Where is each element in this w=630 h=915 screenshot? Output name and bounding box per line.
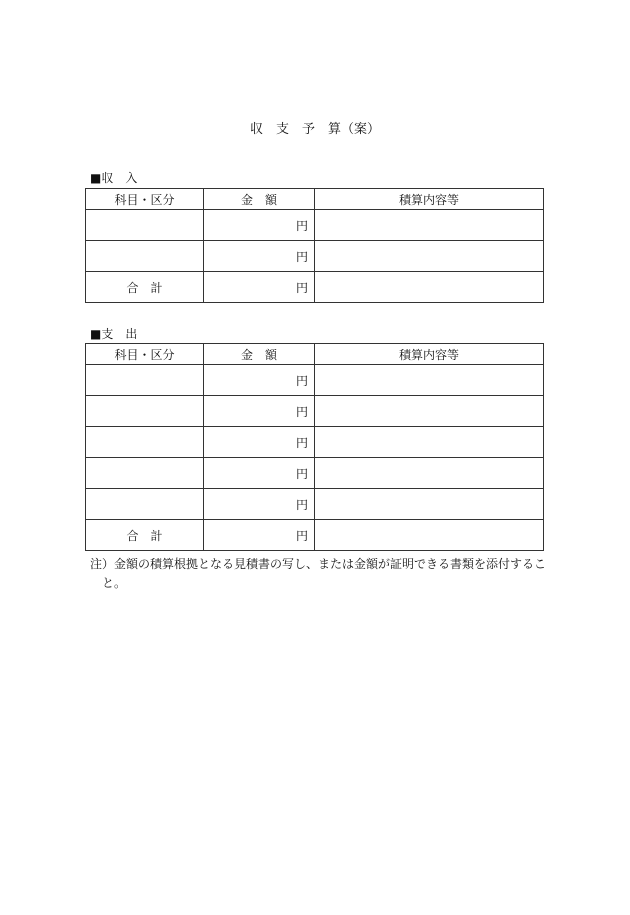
table-row <box>86 489 544 520</box>
income-section-label: ■収 入 <box>90 171 138 185</box>
amount-cell[interactable]: 円 <box>204 365 315 396</box>
amount-cell[interactable]: 円 <box>204 458 315 489</box>
category-cell[interactable] <box>86 396 204 427</box>
details-cell[interactable] <box>315 489 544 520</box>
total-label: 合 計 <box>86 520 204 551</box>
amount-column-header: 金 額 <box>204 344 315 365</box>
total-details-cell[interactable] <box>315 272 544 303</box>
total-details-cell[interactable] <box>315 520 544 551</box>
expense-section-label: ■支 出 <box>90 327 138 341</box>
amount-cell[interactable]: 円 <box>204 427 315 458</box>
table-row <box>86 396 544 427</box>
category-cell[interactable] <box>86 241 204 272</box>
details-column-header: 積算内容等 <box>315 344 544 365</box>
table-row <box>86 365 544 396</box>
total-label: 合 計 <box>86 272 204 303</box>
details-cell[interactable] <box>315 427 544 458</box>
category-cell[interactable] <box>86 365 204 396</box>
table-row <box>86 427 544 458</box>
category-cell[interactable] <box>86 210 204 241</box>
total-amount-cell[interactable]: 円 <box>204 272 315 303</box>
total-row <box>86 272 544 303</box>
total-row <box>86 520 544 551</box>
amount-cell[interactable]: 円 <box>204 489 315 520</box>
total-amount-cell[interactable]: 円 <box>204 520 315 551</box>
amount-cell[interactable]: 円 <box>204 210 315 241</box>
category-column-header: 科目・区分 <box>86 189 204 210</box>
amount-cell[interactable]: 円 <box>204 396 315 427</box>
income-header-row <box>86 189 544 210</box>
category-column-header: 科目・区分 <box>86 344 204 365</box>
details-cell[interactable] <box>315 396 544 427</box>
amount-column-header: 金 額 <box>204 189 315 210</box>
income-table <box>85 188 544 303</box>
category-cell[interactable] <box>86 427 204 458</box>
attachment-note: 注）金額の積算根拠となる見積書の写し、または金額が証明できる書類を添付すること。 <box>90 557 547 590</box>
page-title: 収 支 予 算（案） <box>249 122 380 137</box>
details-column-header: 積算内容等 <box>315 189 544 210</box>
table-row <box>86 241 544 272</box>
details-cell[interactable] <box>315 458 544 489</box>
table-row <box>86 210 544 241</box>
category-cell[interactable] <box>86 489 204 520</box>
expense-header-row <box>86 344 544 365</box>
details-cell[interactable] <box>315 210 544 241</box>
table-row <box>86 458 544 489</box>
category-cell[interactable] <box>86 458 204 489</box>
details-cell[interactable] <box>315 365 544 396</box>
expense-table <box>85 343 544 551</box>
details-cell[interactable] <box>315 241 544 272</box>
amount-cell[interactable]: 円 <box>204 241 315 272</box>
